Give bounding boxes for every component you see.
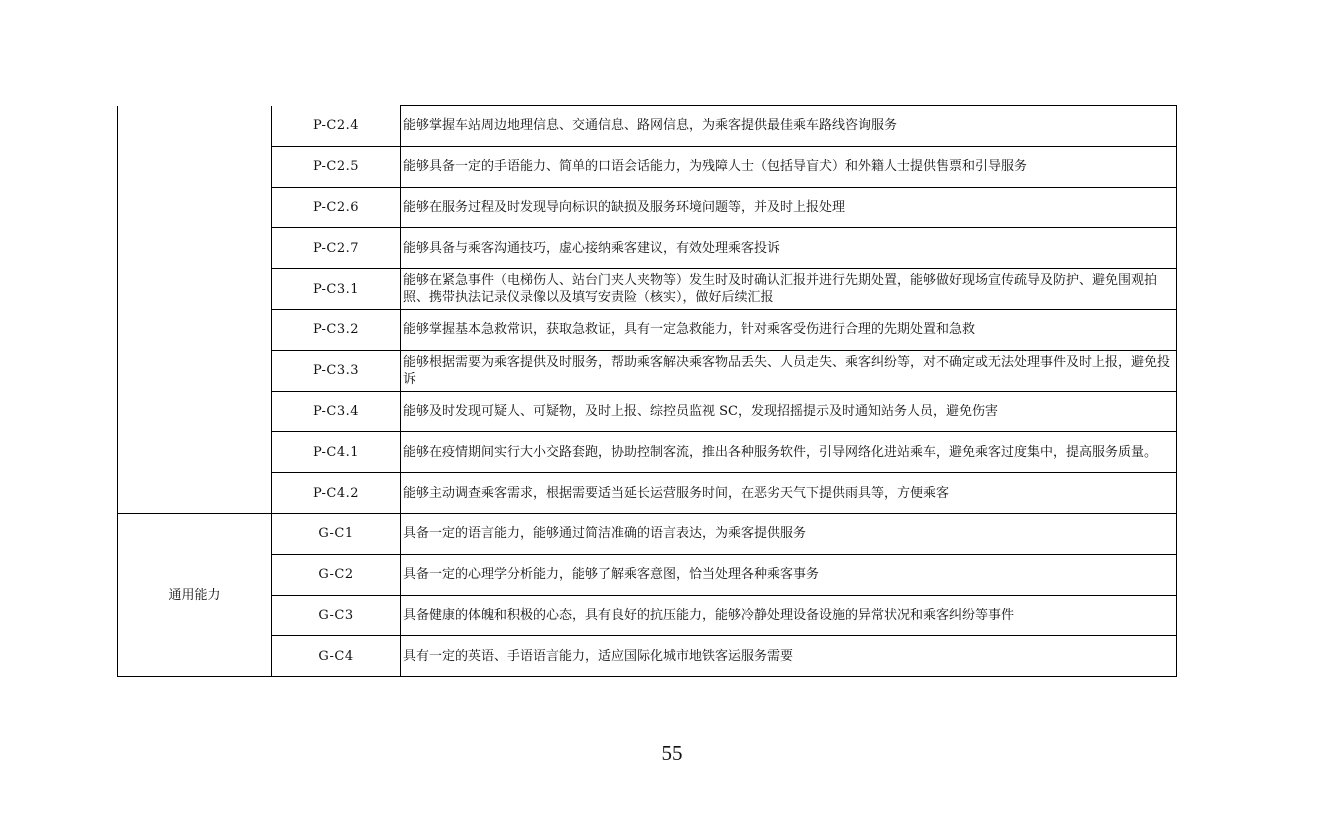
table-row [118,106,1177,147]
ability-description: 能够在紧急事件（电梯伤人、站台门夹人夹物等）发生时及时确认汇报并进行先期处置，能够做好现场宣传疏导及防护、避免围观拍照、携带执法记录仪录像以及填写安责险（核实），做好后续汇报 [401,269,1177,310]
ability-description: 能够具备一定的手语能力、简单的口语会话能力，为残障人士（包括导盲犬）和外籍人士提供售票和引导服务 [401,146,1177,187]
table-row [118,513,1177,554]
ability-code: G-C2 [272,554,401,595]
ability-code: G-C3 [272,595,401,636]
ability-code: P-C2.5 [272,146,401,187]
ability-code: G-C4 [272,636,401,677]
ability-code: P-C3.2 [272,309,401,350]
table-row [118,309,1177,350]
table-row [118,391,1177,432]
ability-description: 具备一定的心理学分析能力，能够了解乘客意图，恰当处理各种乘客事务 [401,554,1177,595]
ability-code: P-C3.1 [272,269,401,310]
ability-code: P-C2.6 [272,187,401,228]
ability-table [117,105,1177,677]
general-ability-category: 通用能力 [118,513,272,676]
ability-code: P-C3.3 [272,350,401,391]
table-row [118,269,1177,310]
ability-code: P-C3.4 [272,391,401,432]
ability-code: P-C2.4 [272,106,401,147]
table-row [118,146,1177,187]
ability-description: 能够主动调查乘客需求，根据需要适当延长运营服务时间，在恶劣天气下提供雨具等，方便乘客 [401,473,1177,514]
table-row [118,432,1177,473]
ability-description: 能够掌握车站周边地理信息、交通信息、路网信息，为乘客提供最佳乘车路线咨询服务 [401,106,1177,147]
ability-description: 能够具备与乘客沟通技巧，虚心接纳乘客建议，有效处理乘客投诉 [401,228,1177,269]
professional-category-cell [118,106,272,514]
table-row [118,350,1177,391]
table-row [118,636,1177,677]
ability-table-body [118,106,1177,677]
ability-description: 具备健康的体魄和积极的心态，具有良好的抗压能力，能够冷静处理设备设施的异常状况和乘客纠纷等事件 [401,595,1177,636]
ability-description: 具备一定的语言能力，能够通过简洁准确的语言表达，为乘客提供服务 [401,513,1177,554]
page-number: 55 [661,741,683,765]
ability-code: P-C4.2 [272,473,401,514]
ability-description: 能够在服务过程及时发现导向标识的缺损及服务环境问题等，并及时上报处理 [401,187,1177,228]
table-row [118,228,1177,269]
table-row [118,595,1177,636]
ability-code: G-C1 [272,513,401,554]
ability-description: 能够及时发现可疑人、可疑物，及时上报、综控员监视 SC，发现招摇提示及时通知站务人员，避免伤害 [401,391,1177,432]
ability-description: 能够在疫情期间实行大小交路套跑，协助控制客流，推出各种服务软件，引导网络化进站乘车，避免乘客过度集中，提高服务质量。 [401,432,1177,473]
table-row [118,554,1177,595]
table-row [118,473,1177,514]
ability-description: 具有一定的英语、手语语言能力，适应国际化城市地铁客运服务需要 [401,636,1177,677]
ability-description: 能够掌握基本急救常识，获取急救证，具有一定急救能力，针对乘客受伤进行合理的先期处置和急救 [401,309,1177,350]
ability-code: P-C4.1 [272,432,401,473]
ability-code: P-C2.7 [272,228,401,269]
ability-description: 能够根据需要为乘客提供及时服务，帮助乘客解决乘客物品丢失、人员走失、乘客纠纷等，对不确定或无法处理事件及时上报，避免投诉 [401,350,1177,391]
table-row [118,187,1177,228]
